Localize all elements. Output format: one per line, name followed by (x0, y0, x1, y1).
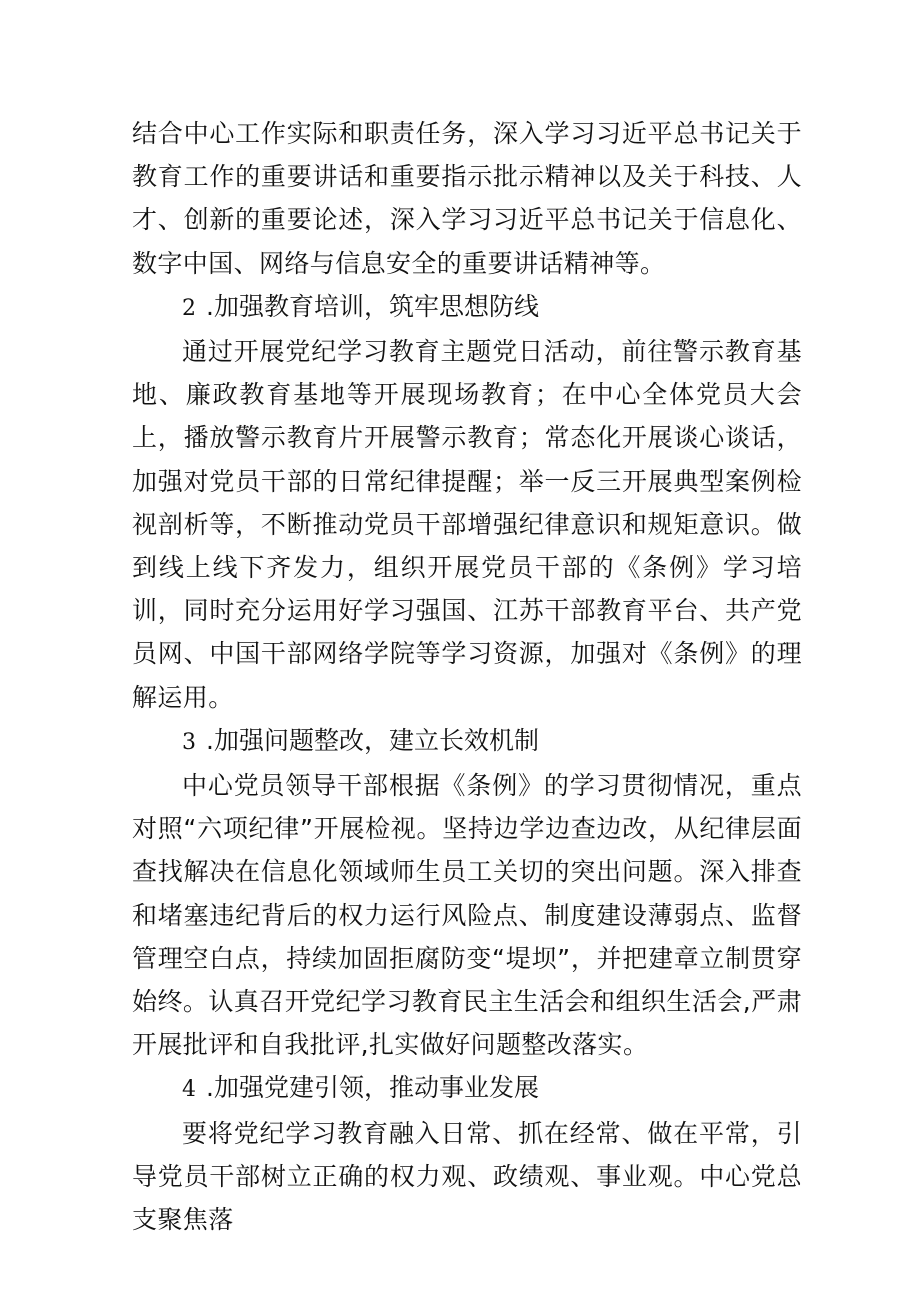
section-3-paragraph: 中心党员领导干部根据《条例》的学习贯彻情况，重点对照“六项纪律”开展检视。坚持边学边查边改，从纪律层面查找解决在信息化领域师生员工关切的突出问题。深入排查和堵塞违纪背后的权力运行风险点、制度建设薄弱点、监督管理空白点，持续加固拒腐防变“堤坝”，并把建章立制贯穿始终。认真召开党纪学习教育民主生活会和组织生活会,严肃开展批评和自我批评,扎实做好问题整改落实。 (132, 771, 802, 1060)
section-4-paragraph: 要将党纪学习教育融入日常、抓在经常、做在平常，引导党员干部树立正确的权力观、政绩观、事业观。中心党总支聚焦落 (132, 1118, 802, 1235)
section-2-heading (132, 285, 802, 330)
document-body (132, 112, 802, 1241)
section-2-title: .加强教育培训，筑牢思想防线 (206, 291, 539, 321)
section-4-number: 4 (182, 1077, 196, 1103)
section-3-number: 3 (182, 729, 196, 755)
section-3-title: .加强问题整改，建立长效机制 (206, 725, 539, 755)
section-2-number: 2 (182, 295, 196, 321)
intro-paragraph: 结合中心工作实际和职责任务，深入学习习近平总书记关于教育工作的重要讲话和重要指示批示精神以及关于科技、人才、创新的重要论述，深入学习习近平总书记关于信息化、数字中国、网络与信息安全的重要讲话精神等。 (132, 119, 802, 278)
section-3-heading (132, 719, 802, 764)
section-2-paragraph: 通过开展党纪学习教育主题党日活动，前往警示教育基地、廉政教育基地等开展现场教育；在中心全体党员大会上，播放警示教育片开展警示教育；常态化开展谈心谈话，加强对党员干部的日常纪律提醒；举一反三开展典型案例检视剖析等，不断推动党员干部增强纪律意识和规矩意识。做到线上线下齐发力，组织开展党员干部的《条例》学习培训，同时充分运用好学习强国、江苏干部教育平台、共产党员网、中国干部网络学院等学习资源，加强对《条例》的理解运用。 (132, 337, 802, 712)
section-4-heading (132, 1066, 802, 1111)
section-4-title: .加强党建引领，推动事业发展 (206, 1073, 539, 1103)
